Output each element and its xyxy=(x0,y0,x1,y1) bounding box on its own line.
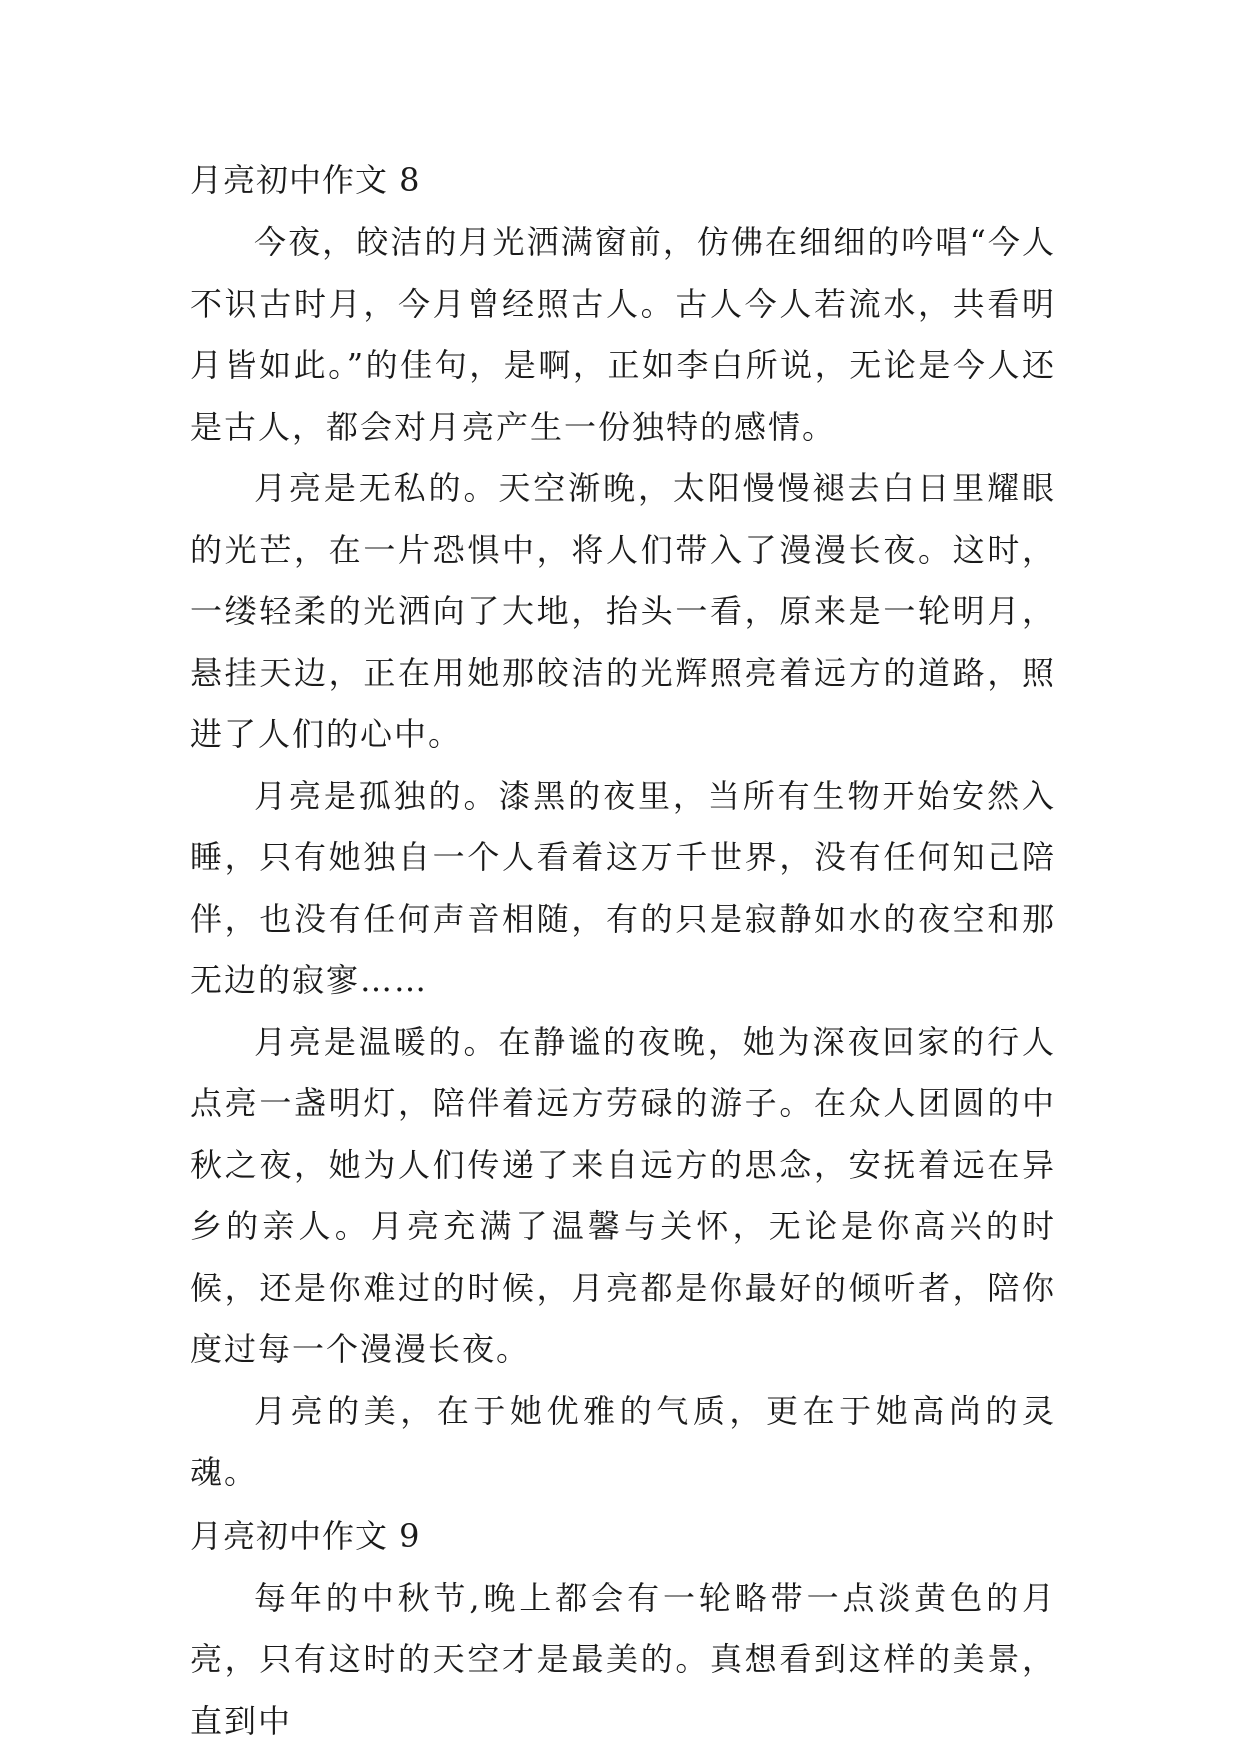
document-page xyxy=(190,148,1056,1752)
essay-paragraph: 今夜，皎洁的月光洒满窗前，仿佛在细细的吟唱“今人不识古时月，今月曾经照古人。古人今人若流水，共看明月皆如此。”的佳句，是啊，正如李白所说，无论是今人还是古人，都会对月亮产生一份独特的感情。 xyxy=(190,223,1056,446)
essay-paragraph: 月亮是孤独的。漆黑的夜里，当所有生物开始安然入睡，只有她独自一个人看着这万千世界，没有任何知己陪伴，也没有任何声音相随，有的只是寂静如水的夜空和那无边的寂寥…… xyxy=(190,776,1056,999)
essay-title: 月亮初中作文 8 xyxy=(190,161,421,199)
essay-paragraph: 每年的中秋节,晚上都会有一轮略带一点淡黄色的月亮，只有这时的天空才是最美的。真想看到这样的美景，直到中 xyxy=(190,1578,1056,1740)
essay-paragraph: 月亮是无私的。天空渐晚，太阳慢慢褪去白日里耀眼的光芒，在一片恐惧中，将人们带入了漫漫长夜。这时，一缕轻柔的光洒向了大地，抬头一看，原来是一轮明月，悬挂天边，正在用她那皎洁的光辉照亮着远方的道路，照进了人们的心中。 xyxy=(190,469,1056,753)
essay-paragraph: 月亮是温暖的。在静谧的夜晚，她为深夜回家的行人点亮一盏明灯，陪伴着远方劳碌的游子。在众人团圆的中秋之夜，她为人们传递了来自远方的思念，安抚着远在异乡的亲人。月亮充满了温馨与关怀，无论是你高兴的时候，还是你难过的时候，月亮都是你最好的倾听者，陪你度过每一个漫漫长夜。 xyxy=(190,1022,1056,1368)
essay-title: 月亮初中作文 9 xyxy=(190,1516,421,1555)
essay-paragraph: 月亮的美，在于她优雅的气质，更在于她高尚的灵魂。 xyxy=(190,1391,1056,1491)
